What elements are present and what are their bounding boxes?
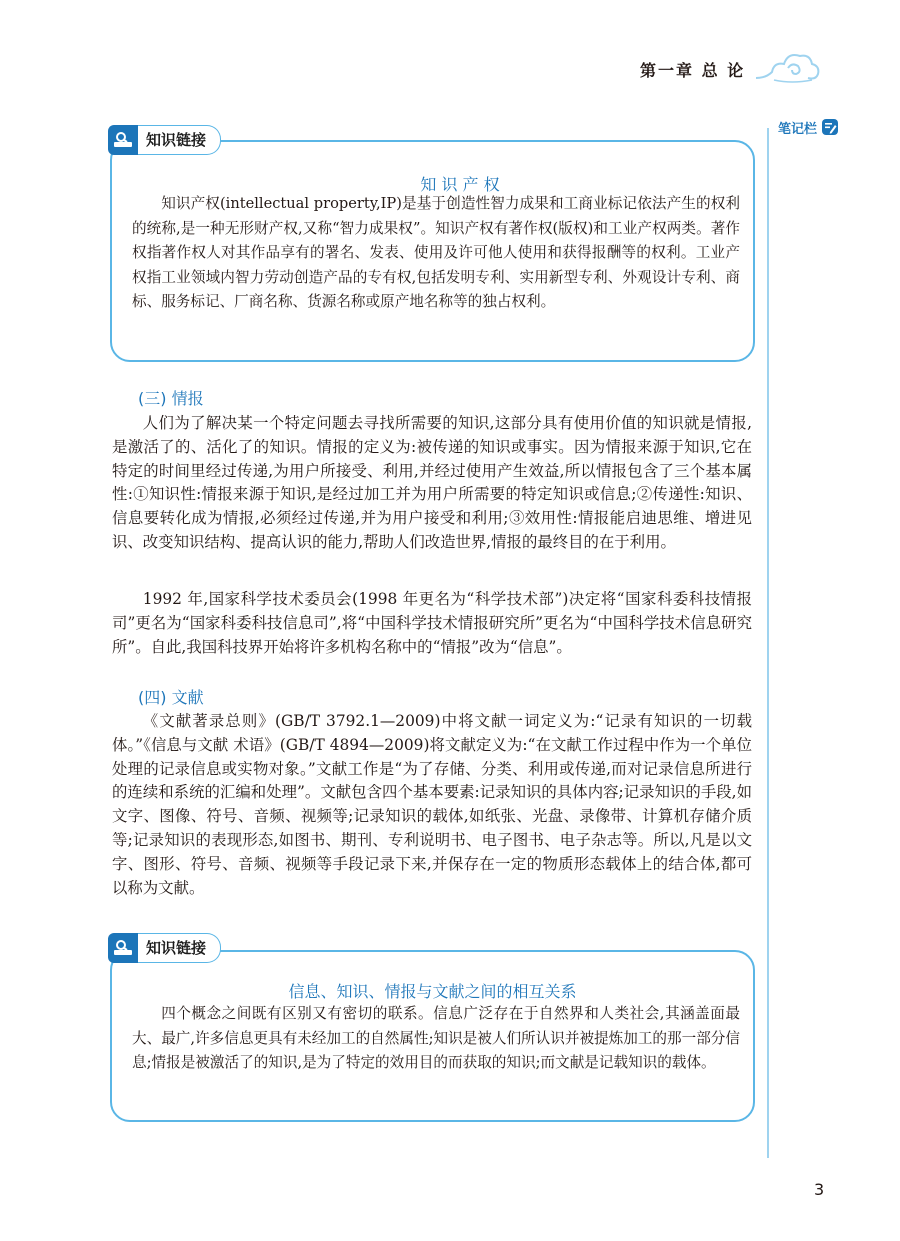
section-heading-intelligence: (三) 情报 [138, 389, 204, 408]
pencil-note-icon [821, 118, 839, 136]
paragraph-intelligence-history: 1992 年,国家科学技术委员会(1998 年更名为“科学技术部”)决定将“国家科委科技情报司”更名为“国家科委科技信息司”,将“中国科学技术情报研究所”更名为“中国科学技术信息研究所”。自此,我国科技界开始将许多机构名称中的“情报”改为“信息”。 [112, 590, 752, 656]
magnifier-over-book-icon [108, 125, 138, 155]
knowledge-link-label: 知识链接 [138, 125, 221, 155]
knowledge-link-tag [108, 125, 258, 155]
cloud-swirl-icon [752, 44, 822, 86]
page-number: 3 [814, 1180, 825, 1199]
section-heading-literature: (四) 文献 [138, 688, 204, 707]
paragraph-literature-definition: 《文献著录总则》(GB/T 3792.1—2009)中将文献一词定义为:“记录有知识的一切载体。”《信息与文献 术语》(GB/T 4894—2009)将文献定义为:“在文献工作过程中作为一个单位处理的记录信息或实物对象。”文献工作是“为了存储、分类、利用或传递,而对记录信息所进行的连续和系统的汇编和处理”。文献包含四个基本要素:记录知识的具体内容;记录知识的手段,如文字、图像、符号、音频、视频等;记录知识的载体,如纸张、光盘、录像带、计算机存储介质等;记录知识的表现形态,如图书、期刊、专利说明书、电子图书、电子杂志等。所以,凡是以文字、图形、符号、音频、视频等手段记录下来,并保存在一定的物质形态载体上的结合体,都可以称为文献。 [112, 712, 752, 897]
notes-column-label [778, 116, 839, 138]
notes-label: 笔记栏 [778, 121, 818, 137]
notes-margin-line [767, 128, 769, 1158]
box-body-relations: 四个概念之间既有区别又有密切的联系。信息广泛存在于自然界和人类社会,其涵盖面最大、最广,许多信息更具有未经加工的自然属性;知识是被人们所认识并被提炼加工的那一部分信息;情报是被激活了的知识,是为了特定的效用目的而获取的知识;而文献是记载知识的载体。 [132, 1005, 740, 1072]
knowledge-link-label-2: 知识链接 [138, 933, 221, 963]
box-body-ip: 知识产权(intellectual property,IP)是基于创造性智力成果和工商业标记依法产生的权利的统称,是一种无形财产权,又称“智力成果权”。知识产权有著作权(版权)和工业产权两类。著作权指著作权人对其作品享有的署名、发表、使用及许可他人使用和获得报酬等的权利。工业产权指工业领域内智力劳动创造产品的专有权,包括发明专利、实用新型专利、外观设计专利、商标、服务标记、厂商名称、货源名称或原产地名称等的独占权利。 [132, 195, 740, 311]
paragraph-intelligence-definition: 人们为了解决某一个特定问题去寻找所需要的知识,这部分具有使用价值的知识就是情报,是激活了的、活化了的知识。情报的定义为:被传递的知识或事实。因为情报来源于知识,它在特定的时间里经过传递,为用户所接受、利用,并经过使用产生效益,所以情报包含了三个基本属性:①知识性:情报来源于知识,是经过加工并为用户所需要的特定知识或信息;②传递性:知识、信息要转化成为情报,必须经过传递,并为用户接受和利用;③效用性:情报能启迪思维、增进见识、改变知识结构、提高认识的能力,帮助人们改造世界,情报的最终目的在于利用。 [112, 414, 753, 551]
knowledge-link-tag-2 [108, 933, 258, 963]
box-title-relations: 信息、知识、情报与文献之间的相互关系 [288, 982, 577, 1001]
box-title-ip: 知 识 产 权 [420, 175, 500, 194]
chapter-header: 第一章 总 论 [640, 61, 746, 80]
magnifier-over-book-icon [108, 933, 138, 963]
